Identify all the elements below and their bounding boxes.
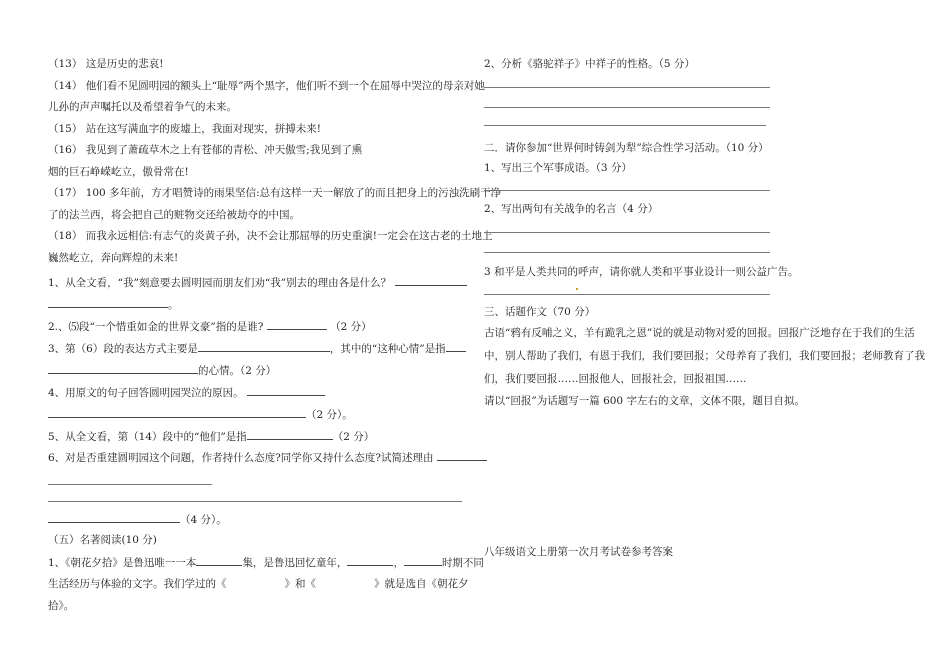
question-4-text: 4、用原文的句子回答圆明园哭泣的原因。 [48,387,244,399]
question-4-cont [48,406,353,422]
section-5-heading: （五）名著阅读(10 分) [48,534,157,546]
question-1 [48,274,467,290]
answer-blank[interactable] [247,428,333,440]
question-3-text: 3、第（6）段的表达方式主要是 [48,343,198,355]
answer-line[interactable] [484,232,770,233]
answer-blank[interactable] [446,340,466,352]
section-3-heading: 三、话题作文（70 分） [484,306,596,318]
activity-question-3: 3 和平是人类共同的呼声，请你就人类和平事业设计一则公益广告。 [484,266,799,278]
answer-blank[interactable] [48,296,168,308]
answer-blank[interactable] [437,449,487,461]
question-2-score: （2 分） [330,321,372,333]
famous-works-1-text-6: 》就是选自《朝花夕 [374,578,469,590]
paragraph-16-line2: 烟的巨石峥嵘屹立，傲骨常在! [48,166,189,178]
answer-line[interactable] [484,125,766,126]
paragraph-13: （13） 这是历史的悲哀! [48,58,164,70]
question-camel-xiangzi: 2、分析《骆驼祥子》中祥子的性格。（5 分） [484,58,695,70]
famous-works-1-text-4: 生活经历与体验的文字。我们学过的《 [48,578,227,590]
answer-key-title: 八年级语文上册第一次月考试卷参考答案 [484,546,673,558]
answer-blank[interactable] [48,406,306,418]
answer-line[interactable] [48,501,462,502]
paragraph-17-line2: 了的法兰西，将会把自己的赃物交还给被劫夺的中国。 [48,209,300,221]
answer-blank[interactable] [48,511,180,523]
essay-prompt-line2: 中，别人帮助了我们，有恩于我们，我们要回报；父母养育了我们，我们要回报；老师教育了我 [484,350,925,362]
famous-works-1-text: 1、《朝花夕拾》是鲁迅唯一一本 [48,557,197,569]
paragraph-17-line1: （17） 100 多年前，方才唱赞诗的雨果坚信:总有这样一天一解放了的而且把身上的污浊洗刷干净 [48,187,502,199]
paragraph-18-line1: （18） 而我永远相信:有志气的炎黄子孙，决不会让那屈辱的历史重演!一定会在这古老的土地上 [48,230,493,242]
famous-works-1-text-3: 时期不同 [441,557,484,569]
activity-question-2: 2、写出两句有关战争的名言（4 分） [484,203,659,215]
paragraph-14-line1: （14） 他们看不见圆明园的额头上“耻辱”两个黑字，他们听不到一个在屈辱中哭泣的母亲对她 [48,80,485,92]
answer-blank[interactable] [267,318,327,330]
question-4-score: （2 分）。 [306,409,353,421]
question-5-text: 5、从全文看，第（14）段中的“他们”是指 [48,431,247,443]
question-5-score: （2 分） [332,431,375,443]
answer-blank[interactable] [247,384,325,396]
famous-works-1-text-5: 》和《 [284,578,316,590]
question-5 [48,428,374,444]
paragraph-15: （15） 站在这写满血字的废墟上，我面对现实，拼搏未来! [48,123,321,135]
question-3-text-3: 的心情。（2 分） [198,365,277,377]
section-2-heading: 二．请你参加“世界何时铸剑为犁”综合性学习活动。（10 分） [484,142,769,154]
question-3-text-2: ，其中的“这种心情”是指 [329,343,446,355]
famous-works-1-end: 拾》。 [48,600,75,612]
essay-prompt-line1: 古语“鸦有反哺之义，羊有跪乳之恩”说的就是动物对爱的回报。回报广泛地存在于我们的生活 [484,327,915,339]
paragraph-16-line1: （16） 我见到了萧疏草木之上有苍郁的青松、冲天傲雪;我见到了熏 [48,144,363,156]
answer-blank[interactable] [196,554,242,566]
essay-instruction: 请以“回报”为话题写一篇 600 字左右的文章，文体不限，题目自拟。 [484,395,805,407]
answer-blank[interactable] [347,554,393,566]
decorative-dot [576,288,578,290]
question-1-answer-line: 。 [48,296,179,312]
question-6-score: （4 分）。 [180,514,227,526]
paragraph-18-line2: 巍然屹立，奔向辉煌的未来! [48,252,179,264]
answer-line[interactable] [484,87,770,88]
answer-blank[interactable] [404,554,442,566]
answer-line[interactable] [484,190,770,191]
answer-blank[interactable] [198,340,330,352]
question-3-cont [48,362,276,378]
question-1-text: 1、从全文看，“我”刻意要去圆明园而朋友们劝“我”别去的理由各是什么？ [48,277,392,289]
answer-blank[interactable] [395,274,467,286]
activity-question-1: 1、写出三个军事成语。（3 分） [484,162,632,174]
question-6 [48,449,487,465]
famous-works-1-comma: ， [393,557,404,569]
question-6-cont [48,511,227,527]
question-3 [48,340,466,356]
question-2 [48,318,372,334]
question-6-text: 6、对是否重建圆明园这个问题，作者持什么态度?同学你又持什么态度?试简述理由 [48,452,434,464]
answer-line[interactable] [48,484,212,485]
famous-works-1-text-2: 集，是鲁迅回忆童年， [242,557,348,569]
answer-line[interactable] [484,294,770,295]
paragraph-14-line2: 儿孙的声声嘱托以及希望着争气的未来。 [48,101,237,113]
essay-prompt-line3: 们，我们要回报……回报他人，回报社会，回报祖国…… [484,373,747,385]
question-4 [48,384,325,400]
famous-works-1 [48,554,484,570]
famous-works-1-cont [48,577,469,591]
answer-line[interactable] [484,252,770,253]
answer-line[interactable] [484,107,770,108]
answer-blank[interactable] [48,362,198,374]
question-2-text: 2.、⑸段“一个惜重如金的世界文豪”指的是谁? [48,321,264,333]
